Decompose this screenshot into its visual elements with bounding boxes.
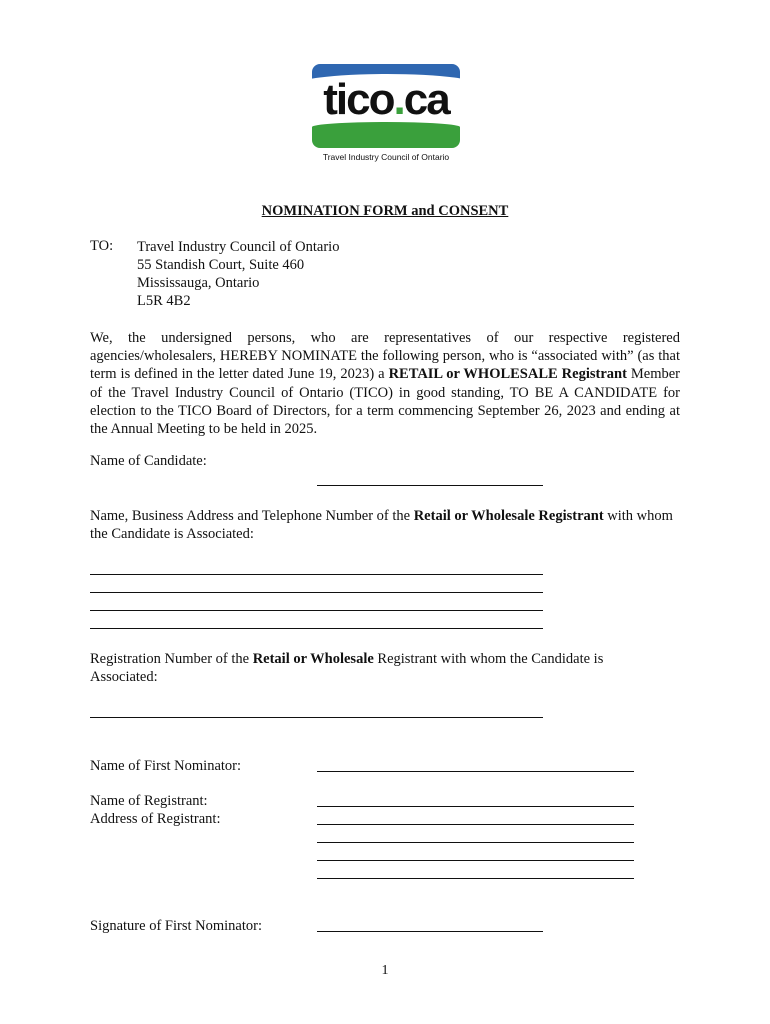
logo-wordmark: tico.ca [323, 75, 449, 124]
address-line: Mississauga, Ontario [137, 275, 260, 291]
associated-registrant-field[interactable] [90, 592, 543, 593]
registrant-name-field[interactable] [317, 806, 634, 807]
candidate-name-field[interactable] [317, 485, 543, 486]
associated-registrant-field[interactable] [90, 574, 543, 575]
logo-badge [312, 64, 460, 148]
registration-number-field[interactable] [90, 717, 543, 718]
registrant-address-field[interactable] [317, 860, 634, 861]
registrant-address-label: Address of Registrant: [90, 811, 221, 827]
associated-registrant-field[interactable] [90, 610, 543, 611]
address-line: L5R 4B2 [137, 293, 191, 309]
page-number: 1 [381, 963, 389, 978]
signature-label: Signature of First Nominator: [90, 918, 262, 934]
registration-number-label: Registration Number of the Retail or Wholesale Registrant with whom the Candidate is Associated: [90, 651, 604, 685]
associated-registrant-field[interactable] [90, 628, 543, 629]
address-line: Travel Industry Council of Ontario [137, 239, 340, 255]
registrant-address-field[interactable] [317, 878, 634, 879]
signature-field[interactable] [317, 931, 543, 932]
to-label: TO: [90, 238, 114, 254]
recipient-address [137, 238, 339, 310]
logo-tagline: Travel Industry Council of Ontario [322, 152, 450, 162]
associated-registrant-label: Name, Business Address and Telephone Number of the Retail or Wholesale Registrant with whom the Candidate is Associated: [90, 508, 673, 542]
address-line: 55 Standish Court, Suite 460 [137, 257, 305, 273]
registrant-address-field[interactable] [317, 824, 634, 825]
registrant-name-label: Name of Registrant: [90, 793, 208, 809]
nomination-paragraph: We, the undersigned persons, who are representatives of our respective registered agencies/wholesalers, HEREBY NOMINATE the following person, who is “associated with” (as that term is defined in the letter dated June 19, 2023) a RETAIL or WHOLESALE Registrant Member of the Travel Industry Council of Ontario (TICO) in good standing, TO BE A CANDIDATE for election to the TICO Board of Directors, for a term commencing September 26, 2023 and ending at the Annual Meeting to be held in 2025. [90, 330, 681, 438]
form-title: NOMINATION FORM and CONSENT [261, 203, 509, 219]
first-nominator-field[interactable] [317, 771, 634, 772]
first-nominator-label: Name of First Nominator: [90, 758, 242, 774]
tico-logo [312, 64, 460, 166]
registrant-address-field[interactable] [317, 842, 634, 843]
candidate-name-label: Name of Candidate: [90, 453, 207, 469]
